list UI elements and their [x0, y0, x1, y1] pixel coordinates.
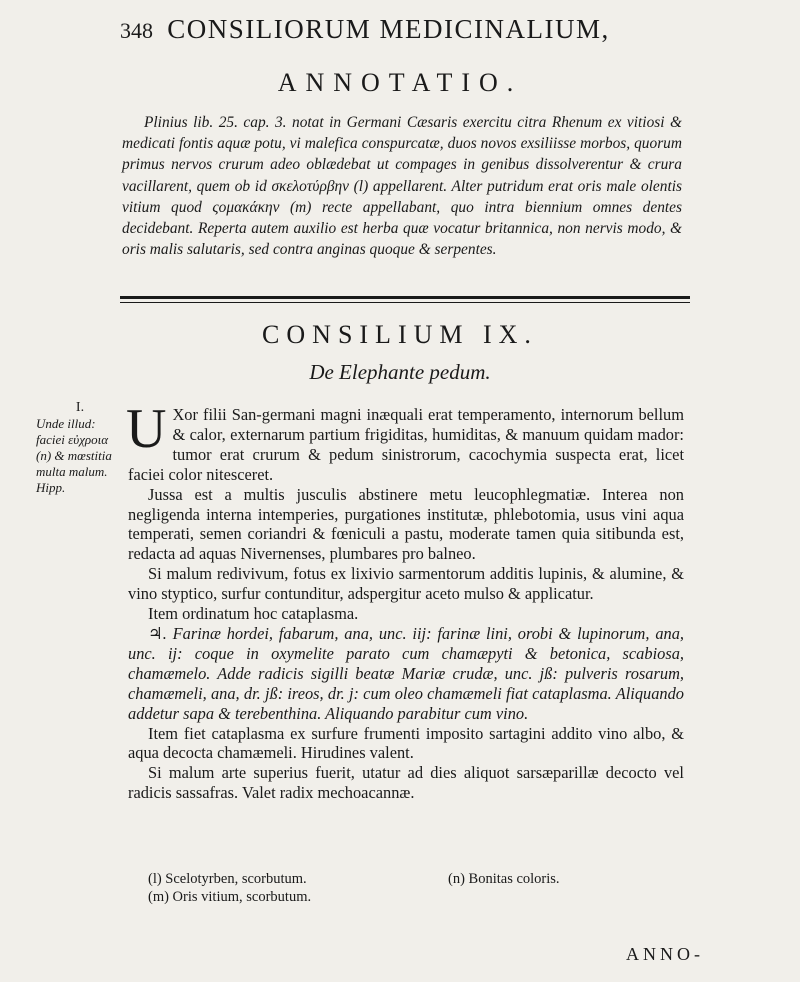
footnote-row: [148, 870, 668, 888]
footnote-l: (l) Scelotyrben, scorbutum.: [148, 871, 307, 887]
body-paragraph-2: Jussa est a multis jusculis abstinere metu leucophlegmatiæ. Interea non negligenda interna intemperies, purgationes institutæ, phlebotomia, usus vini aqua temperati, semen coriandri & fœniculi a pastu, moderate tamen quia sitibunda est, redacta ad aquas Nivernenses, plumbares pro balneo.: [128, 484, 684, 564]
body-paragraph-4: Item ordinatum hoc cataplasma.: [148, 604, 359, 624]
annotatio-paragraph: Plinius lib. 25. cap. 3. notat in Germani Cæsaris exercitu citra Rhenum ex vitiosi & medicati fontis aquæ potu, vi malefica conspurcatæ, duos novos exsiliisse morbos, quorum primus nervos crurum adeo oblædebat ut compages in genibus dissolverentur & crura vacillarent, quem ob id σκελοτύρβην (l) appellarent. Alter putridum erat oris male olentis vitium quod ςομακάκην (m) recte appellabant, quo intra biennium omnes dentes decidebant. Reperta autem auxilio est herba quæ vocatur britannica, non nervis modo, & oris malis salutaris, sed contra anginas quoque & serpentes.: [122, 114, 682, 259]
page-number: 348: [120, 18, 153, 43]
annotatio-text: [122, 112, 682, 260]
running-title: CONSILIORUM MEDICINALIUM,: [167, 14, 610, 44]
footnote-m: (m) Oris vitium, scorbutum.: [148, 889, 312, 905]
body-paragraph-6: Item fiet cataplasma ex surfure frumenti imposito sartagini addito vino albo, & aqua decocta chamæmeli. Hirudines valent.: [128, 723, 684, 763]
margin-note-text: Unde illud: faciei εὐχροια (n) & mœstitia multa malum. Hipp.: [36, 416, 112, 495]
consilium-subheading: De Elephante pedum.: [309, 360, 491, 384]
body-paragraph-1-text: Xor filii San-germani magni inæquali erat temperamento, internorum bellum & calor, externarum partium frigiditas, humiditas, & manuum quidam mador: tumor erat crurum & pedum sinistrorum, cacochymia suspecta erat, licet faciei color nitesceret.: [128, 405, 684, 484]
body-paragraph-7: Si malum arte superius fuerit, utatur ad dies aliquot sarsæparillæ decocto vel radicis sassafras. Valet radix mechoacannæ.: [128, 763, 684, 803]
annotatio-heading: ANNOTATIO.: [277, 68, 523, 97]
footnote-row: [148, 888, 668, 906]
section-rule: [120, 296, 690, 299]
consilium-heading: CONSILIUM IX.: [262, 320, 538, 349]
body-paragraph-1: [126, 398, 684, 485]
running-head: [120, 14, 680, 45]
footnote-n: (n) Bonitas coloris.: [448, 871, 560, 887]
margin-note-number: I.: [75, 400, 85, 415]
footnotes: [148, 870, 668, 906]
catchword: ANNO-: [626, 944, 704, 964]
recipe-paragraph: ♃. Farinæ hordei, fabarum, ana, unc. iij: farinæ lini, orobi & lupinorum, ana, unc. ij: coque in oxymelite parato cum chamæpyti & betonica, scabiosa, chamæmelo. Adde radicis sigilli beatæ Mariæ crudæ, unc. jß: pulveris rosarum, chamæmeli, ana, dr. jß: ireos, dr. j: cum oleo chamæmeli fiat cataplasma. Aliquando addetur sapa & terebenthina. Aliquando parabitur cum vino.: [128, 623, 684, 723]
drop-cap: U: [126, 398, 167, 460]
margin-note: [36, 400, 124, 496]
body-paragraph-3: Si malum redivivum, fotus ex lixivio sarmentorum additis lupinis, & alumine, & vino styptico, surfur contunditur, adspergitur aceto mulso & applicatur.: [128, 564, 684, 604]
consilium-body: [126, 398, 684, 803]
